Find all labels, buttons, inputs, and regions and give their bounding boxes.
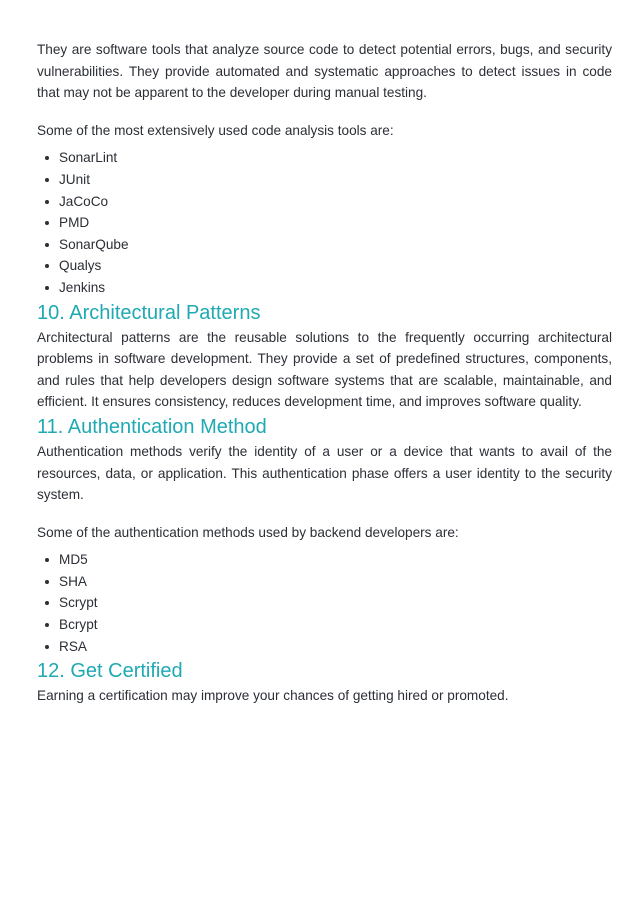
list-item xyxy=(37,255,612,277)
section-heading-get-certified: 12. Get Certified xyxy=(37,660,183,683)
bullet-icon xyxy=(45,243,49,247)
bullet-icon xyxy=(45,286,49,290)
list-item-label: Bcrypt xyxy=(59,617,98,633)
list-item xyxy=(37,549,612,571)
bullet-icon xyxy=(45,221,49,225)
section-heading-authentication-method: 11. Authentication Method xyxy=(37,415,267,438)
list-item-label: SonarLint xyxy=(59,150,118,166)
intro-paragraph: They are software tools that analyze source code to detect potential errors, bugs, and security vulnerabilities. They provide automated and systematic approaches to detect issues in code that may not be apparent to the developer during manual testing. xyxy=(37,42,612,101)
list-item-label: JUnit xyxy=(59,171,90,187)
tools-lead-text: Some of the most extensively used code analysis tools are: xyxy=(37,122,394,138)
list-item-label: Qualys xyxy=(59,258,102,274)
bullet-icon xyxy=(45,580,49,584)
list-item-label: JaCoCo xyxy=(59,193,109,209)
list-item-label: PMD xyxy=(59,215,90,231)
bullet-icon xyxy=(45,200,49,204)
list-item xyxy=(37,169,612,191)
list-item-label: SHA xyxy=(59,573,87,589)
bullet-icon xyxy=(45,623,49,627)
bullet-icon xyxy=(45,601,49,605)
list-item-label: RSA xyxy=(59,638,87,654)
list-item xyxy=(37,277,612,299)
list-item-label: SonarQube xyxy=(59,236,129,252)
list-item xyxy=(37,147,612,169)
list-item xyxy=(37,191,612,213)
list-item xyxy=(37,234,612,256)
bullet-icon xyxy=(45,264,49,268)
list-item xyxy=(37,571,612,593)
bullet-icon xyxy=(45,558,49,562)
list-item xyxy=(37,212,612,234)
bullet-icon xyxy=(45,156,49,160)
methods-lead-text: Some of the authentication methods used by backend developers are: xyxy=(37,524,459,540)
get-certified-paragraph: Earning a certification may improve your chances of getting hired or promoted. xyxy=(37,688,509,704)
list-item-label: Scrypt xyxy=(59,595,98,611)
list-item-label: MD5 xyxy=(59,552,88,568)
bullet-icon xyxy=(45,645,49,649)
methods-list xyxy=(37,549,612,657)
authentication-method-paragraph: Authentication methods verify the identity of a user or a device that wants to avail of the resources, data, or application. This authentication phase offers a user identity to the security system. xyxy=(37,443,612,503)
architectural-patterns-paragraph: Architectural patterns are the reusable solutions to the frequently occurring architectural problems in software development. They provide a set of predefined structures, components, and rules that help developers design software systems that are scalable, maintainable, and efficient. It ensures consistency, reduces development time, and improves software quality. xyxy=(37,329,612,410)
bullet-icon xyxy=(45,178,49,182)
tools-list xyxy=(37,147,612,298)
list-item-label: Jenkins xyxy=(59,279,106,295)
list-item xyxy=(37,614,612,636)
list-item xyxy=(37,592,612,614)
section-heading-architectural-patterns: 10. Architectural Patterns xyxy=(37,301,261,324)
list-item xyxy=(37,636,612,658)
